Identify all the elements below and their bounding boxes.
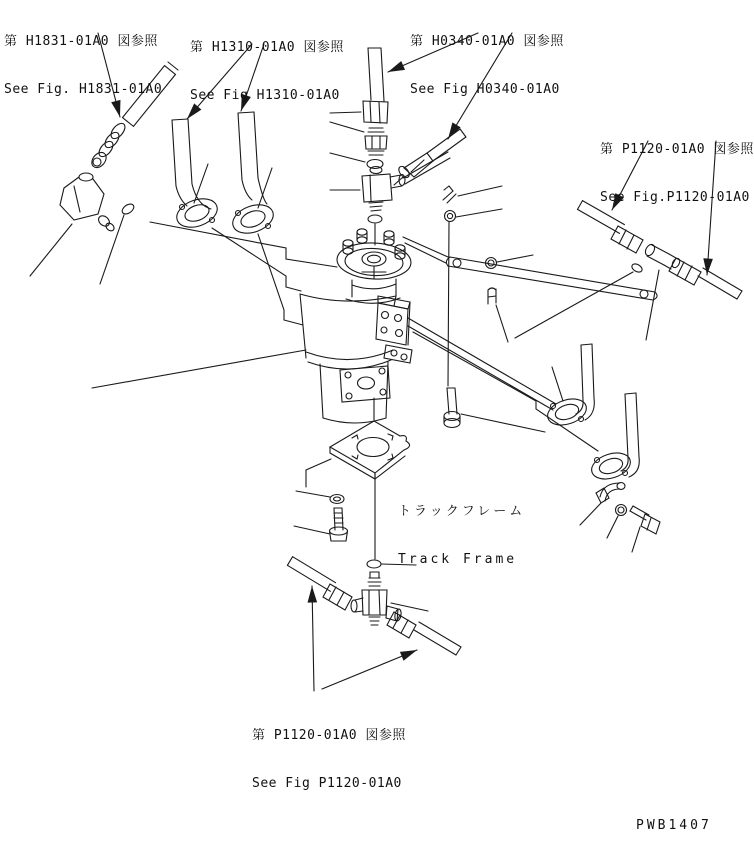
right-washer bbox=[607, 505, 627, 539]
track-frame-label-jp: トラックフレーム bbox=[398, 504, 526, 519]
cap-to-bar-lines bbox=[403, 237, 448, 263]
callout-h0340 bbox=[410, 2, 564, 114]
callout-h1310-jp: 第 H1310-01A0 図参照 bbox=[190, 40, 344, 55]
right-elbow-piece bbox=[580, 483, 625, 526]
h1310-tube-left bbox=[172, 119, 221, 232]
callout-p1120-bottom-jp: 第 P1120-01A0 図参照 bbox=[252, 728, 406, 743]
right-connector-bars bbox=[408, 318, 598, 451]
bottom-hose-left bbox=[287, 557, 352, 610]
bottom-hose-right bbox=[387, 612, 461, 655]
swivel-valve-block bbox=[376, 296, 412, 363]
swivel-joint-cap bbox=[336, 229, 412, 281]
left-connector-lines bbox=[92, 222, 337, 388]
nipple-fitting bbox=[330, 122, 387, 155]
o-ring-lower bbox=[368, 215, 382, 245]
plate-washer bbox=[296, 491, 344, 504]
callout-p1120-bottom bbox=[252, 696, 406, 808]
callout-p1120-right bbox=[600, 110, 754, 222]
link-bar bbox=[446, 257, 657, 300]
washer-upper bbox=[445, 209, 503, 222]
callout-h1310 bbox=[190, 8, 344, 120]
callout-h0340-en: See Fig H0340-01A0 bbox=[410, 82, 560, 97]
callout-p1120-right-en: See Fig.P1120-01A0 bbox=[600, 190, 750, 205]
plate-bolt bbox=[294, 508, 348, 541]
p1120-right-hose-lower bbox=[669, 258, 742, 299]
h1310-tube-right bbox=[229, 112, 277, 238]
callout-p1120-bottom-en: See Fig P1120-01A0 bbox=[252, 776, 402, 791]
callout-h1831-en: See Fig. H1831-01A0 bbox=[4, 82, 163, 97]
mounting-bolt bbox=[444, 388, 545, 432]
cap-bolts bbox=[343, 229, 405, 259]
right-tube-lower bbox=[588, 393, 639, 484]
callout-p1120-right-jp: 第 P1120-01A0 図参照 bbox=[600, 142, 754, 157]
drawing-number: PWB1407 bbox=[636, 818, 712, 833]
h1831-o-ring bbox=[100, 202, 136, 284]
elbow-block-fitting bbox=[330, 152, 450, 211]
p1120-right-o-ring bbox=[515, 262, 644, 338]
callout-h1831-jp: 第 H1831-01A0 図参照 bbox=[4, 34, 158, 49]
right-tube-upper bbox=[544, 344, 594, 430]
hex-nut-small bbox=[486, 255, 534, 269]
callout-h1831 bbox=[4, 2, 162, 114]
cotter-pin-upper bbox=[443, 186, 502, 203]
bolt-centerline bbox=[448, 222, 449, 386]
right-bolt bbox=[630, 506, 660, 552]
track-frame-label bbox=[398, 472, 525, 584]
track-frame-plate bbox=[306, 398, 410, 559]
callout-h1310-en: See Fig H1310-01A0 bbox=[190, 88, 340, 103]
spring-pin bbox=[488, 288, 508, 342]
track-frame-label-en: Track Frame bbox=[398, 552, 518, 567]
callout-h0340-jp: 第 H0340-01A0 図参照 bbox=[410, 34, 564, 49]
h1831-elbow-fitting bbox=[30, 173, 116, 276]
